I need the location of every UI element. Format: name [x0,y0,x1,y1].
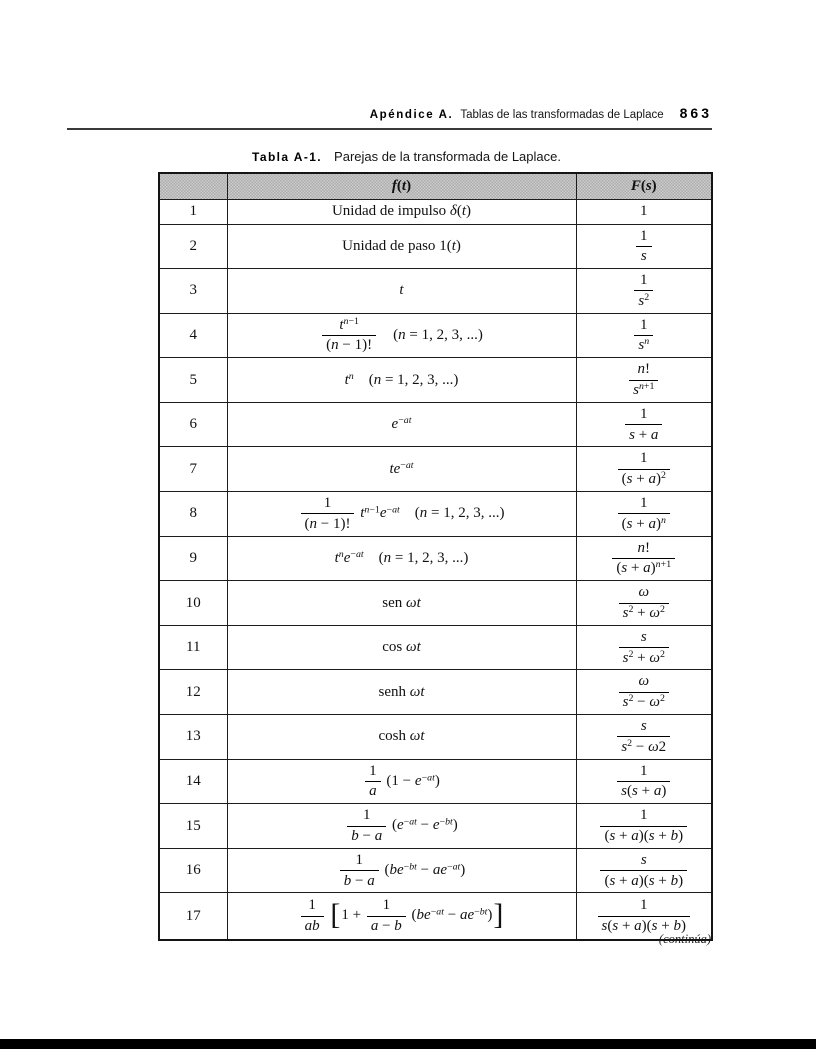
fs-cell: $\frac{1}{s^n}$ [576,313,712,358]
table-row [159,402,712,447]
fs-cell: $\frac{\omega}{s^2 + \omega^2}$ [576,581,712,626]
fs-cell: $\frac{1}{s + a}$ [576,402,712,447]
ft-cell: $\frac{1}{(n - 1)!}$ $t^{n-1}e^{-at}$ (n = 1, 2, 3, ...) [227,492,576,537]
table-caption [130,148,683,166]
fs-header-cell: F(s) [576,173,712,199]
ft-cell: sen ωt [227,581,576,626]
row-number-cell: 14 [159,759,227,804]
table-body [159,199,712,940]
appendix-label: Apéndice A. [369,109,454,121]
row-number-cell: 3 [159,269,227,314]
ft-cell: senh ωt [227,670,576,715]
row-number-cell: 10 [159,581,227,626]
ft-cell: t [227,269,576,314]
ft-cell: $\frac{t^{n-1}}{(n - 1)!}$ (n = 1, 2, 3, ...) [227,313,576,358]
row-number-cell: 1 [159,199,227,224]
ft-cell: cos ωt [227,625,576,670]
page-number: 863 [679,105,712,121]
table-row [159,715,712,760]
table-row [159,759,712,804]
ft-header-cell: f(t) [227,173,576,199]
fs-cell: $\frac{n!}{s^{n+1}}$ [576,358,712,403]
fs-cell: $\frac{s}{(s + a)(s + b)}$ [576,848,712,893]
table-row [159,670,712,715]
fs-cell: $\frac{1}{(s + a)^2}$ [576,447,712,492]
ft-cell: Unidad de paso 1(t) [227,224,576,269]
fs-cell: $\frac{1}{(s + a)^n}$ [576,492,712,537]
ft-cell: Unidad de impulso δ(t) [227,199,576,224]
table-row [159,625,712,670]
fs-cell: $\frac{s}{s^2 + \omega^2}$ [576,625,712,670]
ft-cell: $t^ne^{-at}$ (n = 1, 2, 3, ...) [227,536,576,581]
table-row [159,313,712,358]
table-row [159,804,712,849]
row-number-cell: 13 [159,715,227,760]
row-number-cell: 8 [159,492,227,537]
fs-cell: $\frac{1}{s(s + a)}$ [576,759,712,804]
page-bottom-edge [0,1039,816,1049]
table-header-row [159,173,712,199]
row-number-cell: 17 [159,893,227,940]
fs-cell: $\frac{1}{s}$ [576,224,712,269]
table-caption-title: Parejas de la transformada de Laplace. [334,149,561,164]
table-row [159,848,712,893]
table-row [159,358,712,403]
row-number-cell: 12 [159,670,227,715]
table-caption-label: Tabla A-1. [252,150,323,164]
row-number-cell: 5 [159,358,227,403]
ft-cell: $\frac{1}{a}$ $(1 - e^{-at})$ [227,759,576,804]
row-number-cell: 9 [159,536,227,581]
table-row [159,492,712,537]
fs-cell: 1 [576,199,712,224]
row-number-cell: 15 [159,804,227,849]
ft-cell: $t^n$ (n = 1, 2, 3, ...) [227,358,576,403]
continuation-note: (continúa) [658,932,711,946]
table-row [159,269,712,314]
row-number-cell: 11 [159,625,227,670]
fs-cell: $\frac{n!}{(s + a)^{n+1}}$ [576,536,712,581]
fs-cell: $\frac{s}{s^2 - \omega 2}$ [576,715,712,760]
table-row [159,536,712,581]
row-number-cell: 7 [159,447,227,492]
ft-cell: $\frac{1}{b - a}$ $(be^{-bt} - ae^{-at})$ [227,848,576,893]
ft-cell: $e^{-at}$ [227,402,576,447]
ft-cell: cosh ωt [227,715,576,760]
table-row [159,199,712,224]
ft-cell: $\frac{1}{ab}$ [1 + $\frac{1}{a - b}$ $(be^{-at} - ae^{-bt})$] [227,893,576,940]
index-header-cell [159,173,227,199]
running-head [0,105,712,121]
row-number-cell: 16 [159,848,227,893]
row-number-cell: 2 [159,224,227,269]
table-row [159,224,712,269]
laplace-transform-table [158,172,713,941]
table-row [159,447,712,492]
running-head-title: Tablas de las transformadas de Laplace [460,109,664,121]
table-row [159,581,712,626]
row-number-cell: 6 [159,402,227,447]
fs-cell: $\frac{1}{s(s + a)(s + b)}$ [576,893,712,940]
ft-cell: $\frac{1}{b - a}$ $(e^{-at} - e^{-bt})$ [227,804,576,849]
ft-cell: $te^{-at}$ [227,447,576,492]
fs-cell: $\frac{\omega}{s^2 - \omega^2}$ [576,670,712,715]
fs-cell: $\frac{1}{(s + a)(s + b)}$ [576,804,712,849]
row-number-cell: 4 [159,313,227,358]
header-rule [67,128,712,130]
fs-cell: $\frac{1}{s^2}$ [576,269,712,314]
